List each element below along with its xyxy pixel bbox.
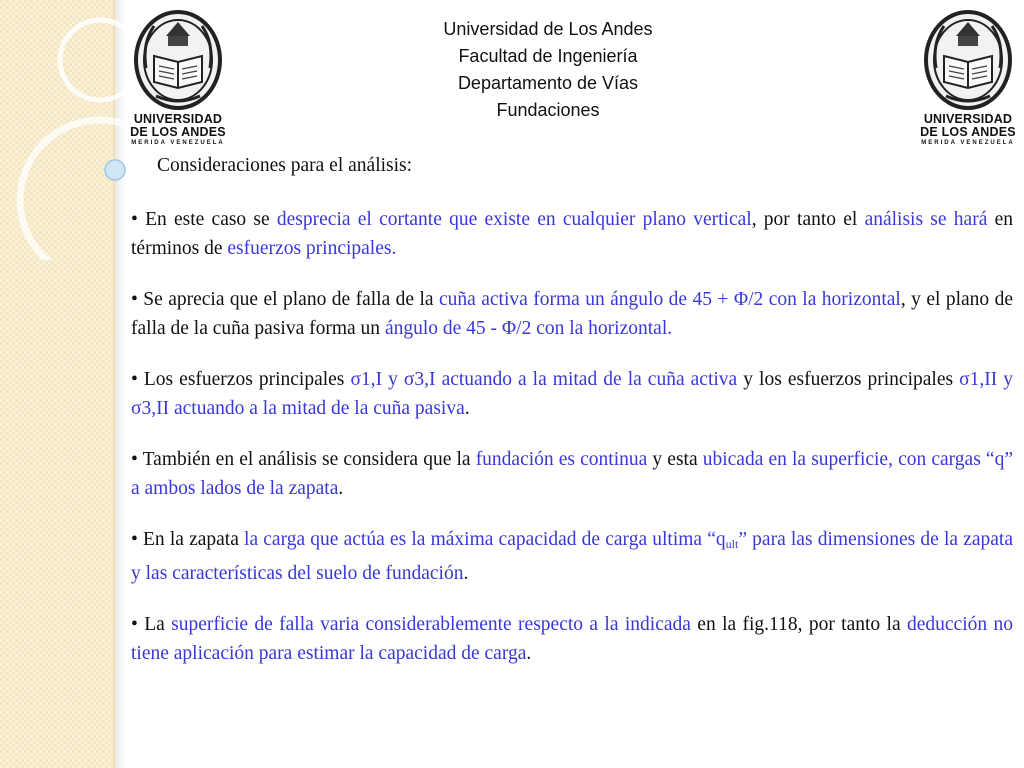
paragraph-text: . [526, 643, 532, 664]
bullet-paragraph [131, 610, 1013, 668]
bullet-symbol: • [131, 529, 143, 550]
bullet-list [131, 205, 1013, 690]
logo-city: MERIDA VENEZUELA [131, 140, 225, 146]
highlighted-text: análisis se hará [864, 209, 988, 230]
logo-city: MERIDA VENEZUELA [921, 140, 1015, 146]
paragraph-text: Se aprecia que el plano de falla de la [143, 289, 439, 310]
bullet-paragraph [131, 285, 1013, 343]
highlighted-text: ubicada en la superficie, con cargas “q” a ambos lados de la zapata [131, 449, 1013, 499]
logo-name-line1: UNIVERSIDAD [133, 112, 223, 126]
bullet-paragraph [131, 365, 1013, 423]
paragraph-text: . [338, 478, 344, 499]
university-seal-icon [128, 8, 228, 113]
paragraph-text: , por tanto el [751, 209, 865, 230]
highlighted-text: ” para las dimensiones de la zapata y las características del suelo de fundación [131, 529, 1013, 584]
header-university: Universidad de Los Andes [443, 19, 653, 39]
highlighted-text: σ1,I y σ3,I actuando a la mitad de la cuña activa [350, 369, 738, 390]
header-faculty: Facultad de Ingeniería [458, 46, 638, 66]
bullet-paragraph [131, 205, 1013, 263]
header-department: Departamento de Vías [457, 73, 639, 93]
decorative-rings [0, 0, 140, 260]
university-logo-right [918, 8, 1018, 148]
logo-name-line1: UNIVERSIDAD [923, 112, 1013, 126]
paragraph-text: También en el análisis se considera que la [142, 449, 476, 470]
bullet-symbol: • [131, 289, 144, 310]
university-logo-left [128, 8, 228, 148]
highlighted-text: fundación es continua [475, 449, 648, 470]
highlighted-text: σ1,II y σ3,II actuando a la mitad de la cuña pasiva [131, 369, 1014, 419]
paragraph-text: . [464, 398, 470, 419]
paragraph-text: . [463, 563, 469, 584]
paragraph-text: La [144, 614, 172, 635]
university-seal-icon [918, 8, 1018, 113]
highlighted-text: ángulo de 45 - Φ/2 con la horizontal. [384, 318, 673, 339]
bullet-symbol: • [131, 449, 143, 470]
paragraph-text: y esta [647, 449, 703, 470]
highlighted-text: deducción no tiene aplicación para estimar la capacidad de carga [131, 614, 1013, 664]
logo-name-line2: DE LOS ANDES [920, 125, 1016, 139]
highlighted-text: cuña activa forma un ángulo de 45 + Φ/2 con la horizontal [439, 289, 901, 310]
deco-dot [105, 160, 125, 180]
bullet-paragraph [131, 445, 1013, 503]
slide-header [348, 16, 748, 124]
highlighted-text: desprecia el cortante que existe en cualquier plano vertical [276, 209, 752, 230]
bullet-paragraph [131, 525, 1013, 588]
header-course: Fundaciones [496, 100, 600, 120]
paragraph-text: , y el plano de falla de la cuña pasiva forma un [131, 289, 1013, 339]
paragraph-text: En este caso se [145, 209, 277, 230]
highlighted-text: ult [725, 537, 739, 551]
highlighted-text: esfuerzos principales. [227, 238, 397, 259]
section-intro: Consideraciones para el análisis: [157, 155, 413, 176]
paragraph-text: Los esfuerzos principales [143, 369, 351, 390]
paragraph-text: En la zapata [143, 529, 245, 550]
bullet-symbol: • [131, 209, 146, 230]
highlighted-text: superficie de falla varia considerablemente respecto a la indicada [171, 614, 691, 635]
paragraph-text: en la fig.118, por tanto la [690, 614, 907, 635]
paragraph-text: en términos de [131, 209, 1014, 259]
deco-ring-large [20, 120, 140, 260]
paragraph-text: y los esfuerzos principales [737, 369, 960, 390]
logo-name-line2: DE LOS ANDES [130, 125, 226, 139]
bullet-symbol: • [131, 614, 145, 635]
bullet-symbol: • [131, 369, 144, 390]
highlighted-text: la carga que actúa es la máxima capacidad de carga ultima “q [244, 529, 726, 550]
